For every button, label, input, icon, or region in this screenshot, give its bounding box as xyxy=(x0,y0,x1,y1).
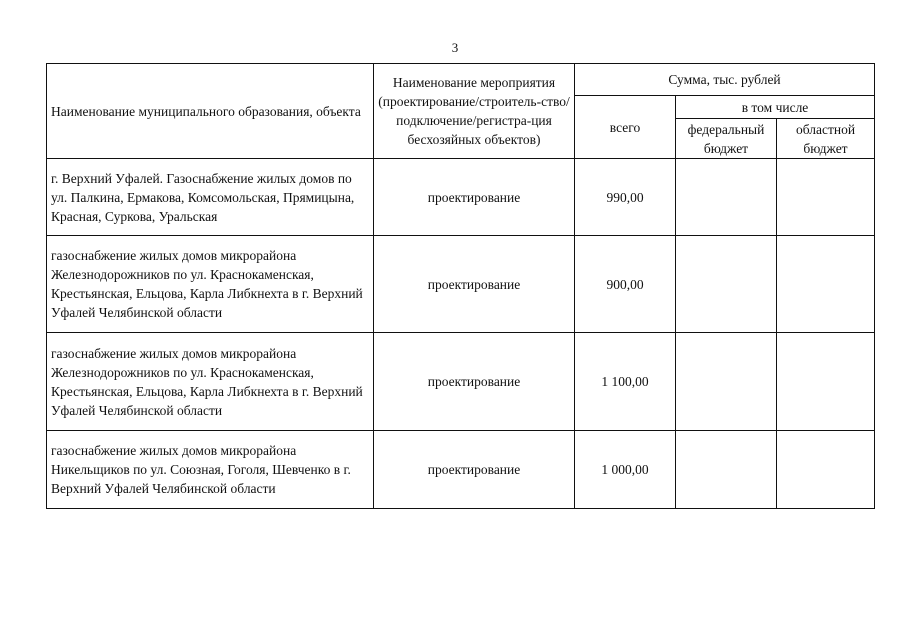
header-object: Наименование муниципального образования, объекта xyxy=(47,64,374,159)
table-row xyxy=(47,236,875,333)
row-regional xyxy=(777,159,875,236)
header-total: всего xyxy=(575,96,676,159)
table-row xyxy=(47,431,875,509)
row-total: 990,00 xyxy=(575,159,676,236)
row-total: 900,00 xyxy=(575,236,676,333)
row-object: г. Верхний Уфалей. Газоснабжение жилых домов по ул. Палкина, Ермакова, Комсомольская, Прямицына, Красная, Суркова, Уральская xyxy=(47,159,374,236)
row-activity: проектирование xyxy=(374,236,575,333)
row-regional xyxy=(777,333,875,431)
row-object: газоснабжение жилых домов микрорайона Никельщиков по ул. Союзная, Гоголя, Шевченко в г. Верхний Уфалей Челябинской области xyxy=(47,431,374,509)
row-total: 1 000,00 xyxy=(575,431,676,509)
row-regional xyxy=(777,236,875,333)
header-including: в том числе xyxy=(676,96,875,119)
table-row xyxy=(47,333,875,431)
row-total: 1 100,00 xyxy=(575,333,676,431)
row-federal xyxy=(676,159,777,236)
row-federal xyxy=(676,431,777,509)
row-object: газоснабжение жилых домов микрорайона Железнодорожников по ул. Краснокаменская, Крестьянская, Ельцова, Карла Либкнехта в г. Верхний Уфалей Челябинской области xyxy=(47,236,374,333)
header-federal: федеральный бюджет xyxy=(676,119,777,159)
row-activity: проектирование xyxy=(374,159,575,236)
header-regional: областной бюджет xyxy=(777,119,875,159)
table-row xyxy=(47,159,875,236)
row-regional xyxy=(777,431,875,509)
row-activity: проектирование xyxy=(374,431,575,509)
row-federal xyxy=(676,333,777,431)
header-row-1 xyxy=(47,64,875,96)
header-activity: Наименование мероприятия (проектирование/строитель-ство/подключение/регистра-ция бесхозяйных объектов) xyxy=(374,64,575,159)
funding-table xyxy=(46,63,875,509)
row-activity: проектирование xyxy=(374,333,575,431)
row-object: газоснабжение жилых домов микрорайона Железнодорожников по ул. Краснокаменская, Крестьянская, Ельцова, Карла Либкнехта в г. Верхний Уфалей Челябинской области xyxy=(47,333,374,431)
row-federal xyxy=(676,236,777,333)
header-sum: Сумма, тыс. рублей xyxy=(575,64,875,96)
page-number: 3 xyxy=(451,40,459,55)
